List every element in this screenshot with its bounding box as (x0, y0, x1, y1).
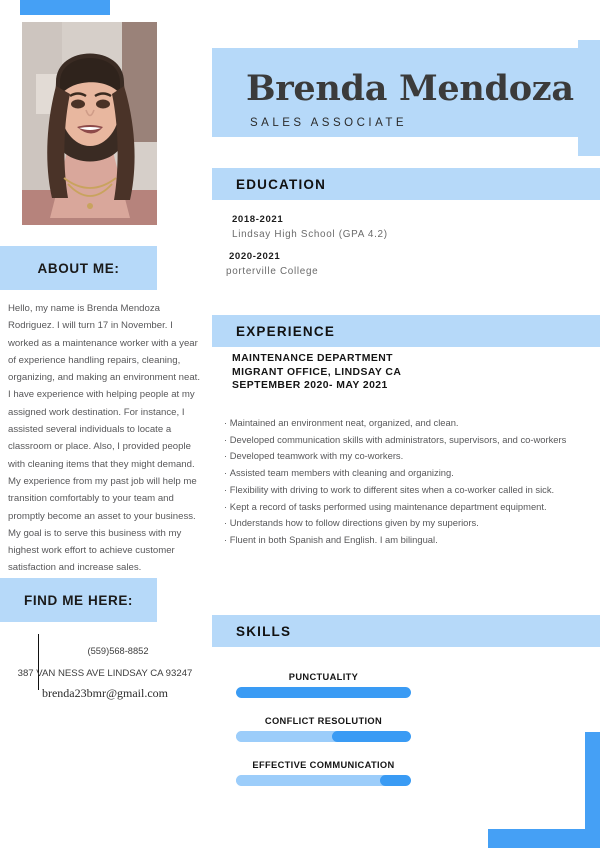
experience-bullet: · Maintained an environment neat, organized, and clean. (224, 415, 600, 432)
skill-bar-dark-segment (380, 775, 412, 786)
education-years: 2018-2021 (232, 214, 284, 225)
skill-progress-bar (236, 731, 411, 742)
bottom-right-accent-horizontal (488, 829, 600, 848)
skill-label: CONFLICT RESOLUTION (264, 716, 383, 726)
experience-job-title: MAINTENANCE DEPARTMENT (232, 353, 393, 364)
profile-photo (22, 22, 157, 225)
skill-item (236, 716, 411, 742)
education-entry (232, 214, 592, 240)
contact-address: 387 VAN NESS AVE LINDSAY CA 93247 (17, 668, 193, 679)
experience-bullet-list (224, 415, 600, 549)
portrait-illustration (22, 22, 157, 225)
education-school: Lindsay High School (GPA 4.2) (232, 229, 388, 240)
find-me-here-heading: FIND ME HERE: (23, 592, 134, 608)
experience-bullet: · Fluent in both Spanish and English. I am bilingual. (224, 532, 600, 549)
experience-bullet: · Developed teamwork with my co-workers. (224, 448, 600, 465)
education-entry (226, 251, 592, 277)
skills-heading: SKILLS (236, 623, 292, 639)
contact-phone: (559)568-8852 (87, 646, 149, 656)
education-heading-banner (212, 168, 600, 200)
skill-bar-light-segment (236, 731, 332, 742)
experience-heading: EXPERIENCE (236, 323, 336, 339)
skill-progress-bar (236, 687, 411, 698)
contact-email: brenda23bmr@gmail.com (41, 686, 169, 700)
find-me-here-heading-banner (0, 578, 157, 622)
skills-list (236, 672, 411, 804)
education-heading: EDUCATION (236, 176, 327, 192)
contact-divider-line (38, 634, 39, 690)
skill-progress-bar (236, 775, 411, 786)
job-subtitle: SALES ASSOCIATE (250, 117, 408, 129)
education-school: porterville College (226, 266, 319, 277)
education-list (226, 214, 592, 277)
experience-job-company: MIGRANT OFFICE, LINDSAY CA (232, 366, 402, 378)
experience-heading-banner (212, 315, 600, 347)
skill-label: EFFECTIVE COMMUNICATION (252, 760, 395, 770)
sidebar (0, 0, 210, 848)
experience-bullet: · Developed communication skills with administrators, supervisors, and co-workers (224, 432, 600, 449)
education-years: 2020-2021 (229, 251, 281, 262)
experience-bullet: · Kept a record of tasks performed using maintenance department equipment. (224, 499, 600, 516)
skill-bar-dark-segment (332, 731, 411, 742)
page-title: Brenda Mendoza (246, 68, 574, 109)
about-me-text: Hello, my name is Brenda Mendoza Rodriguez. I will turn 17 in November. I worked as a maintenance worker with a year of experience handling repairs, cleaning, organizing, and making an environment neat. I have experience with helping people at my assigned work destination. For instance, I assisted several individuals to locate a classroom or place. Also, I provided people with cleaning items that they might demand. My experience from my past job will help me transition comfortably to your team and promptly become an asset to your business. My goal is to serve this business with my highest work effort to achieve customer satisfaction and increase sales. (8, 303, 200, 574)
skill-item (236, 672, 411, 698)
about-me-heading: ABOUT ME: (37, 260, 120, 276)
skill-label: PUNCTUALITY (288, 672, 359, 682)
skill-item (236, 760, 411, 786)
skill-bar-light-segment (236, 775, 380, 786)
about-me-heading-banner (0, 246, 157, 290)
experience-bullet: · Assisted team members with cleaning and organizing. (224, 465, 600, 482)
experience-job-block (232, 352, 401, 393)
experience-bullet: · Understands how to follow directions given by my superiors. (224, 515, 600, 532)
experience-job-dates: SEPTEMBER 2020- MAY 2021 (232, 380, 388, 391)
skill-bar-dark-segment (236, 687, 411, 698)
skills-heading-banner (212, 615, 600, 647)
experience-bullet: · Flexibility with driving to work to different sites when a co-worker called in sick. (224, 482, 600, 499)
